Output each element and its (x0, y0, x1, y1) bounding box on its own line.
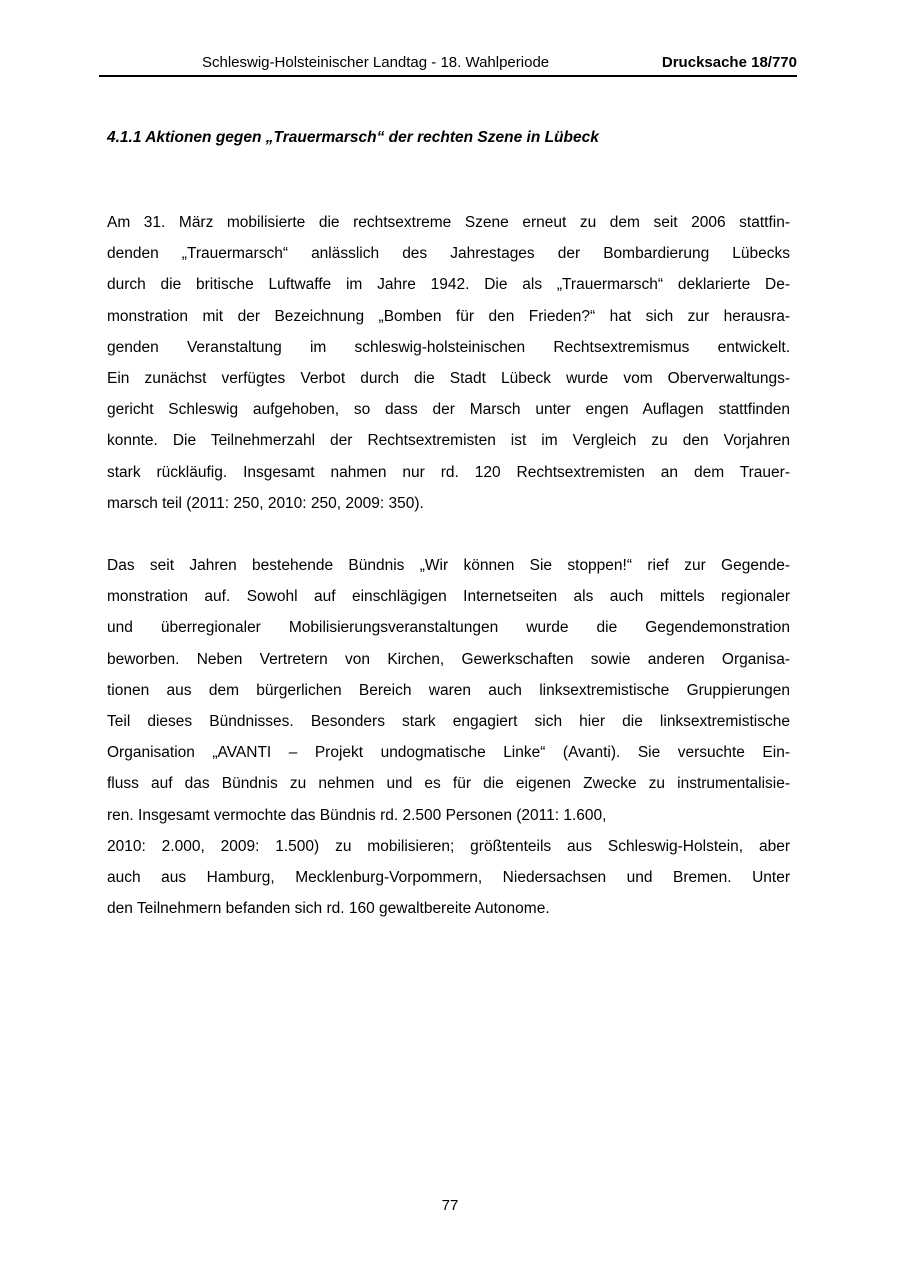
section-heading: 4.1.1 Aktionen gegen „Trauermarsch“ der rechten Szene in Lübeck (107, 129, 599, 146)
text-line: Teil dieses Bündnisses. Besonders stark engagiert sich hier die linksextremistische (107, 713, 790, 731)
text-line: beworben. Neben Vertretern von Kirchen, Gewerkschaften sowie anderen Organisa- (107, 650, 790, 668)
text-line: und überregionaler Mobilisierungsveranstaltungen wurde die Gegendemonstration (107, 619, 790, 637)
text-line: Am 31. März mobilisierte die rechtsextreme Szene erneut zu dem seit 2006 stattfin- (107, 214, 790, 231)
paragraph (107, 207, 790, 519)
page-number: 77 (441, 1197, 459, 1214)
text-line: genden Veranstaltung im schleswig-holsteinischen Rechtsextremismus entwickelt. (107, 338, 790, 356)
text-line: durch die britische Luftwaffe im Jahre 1942. Die als „Trauermarsch“ deklarierte De- (107, 276, 790, 294)
paragraph (107, 550, 790, 831)
page-header (99, 53, 797, 72)
text-line: denden „Trauermarsch“ anlässlich des Jahrestages der Bombardierung Lübecks (107, 245, 790, 263)
text-line: tionen aus dem bürgerlichen Bereich waren auch linksextremistische Gruppierungen (107, 681, 790, 699)
text-line: 2010: 2.000, 2009: 1.500) zu mobilisieren; größtenteils aus Schleswig-Holstein, aber (107, 837, 790, 855)
body-text (107, 207, 790, 924)
text-line: ren. Insgesamt vermochte das Bündnis rd. 2.500 Personen (2011: 1.600, (107, 806, 607, 824)
header-title: Schleswig-Holsteinischer Landtag - 18. Wahlperiode (202, 54, 550, 71)
text-line: den Teilnehmern befanden sich rd. 160 gewaltbereite Autonome. (107, 900, 550, 918)
text-line: Das seit Jahren bestehende Bündnis „Wir können Sie stoppen!“ rief zur Gegende- (107, 557, 790, 575)
text-line: Organisation „AVANTI – Projekt undogmatische Linke“ (Avanti). Sie versuchte Ein- (107, 744, 790, 762)
text-line: marsch teil (2011: 250, 2010: 250, 2009: 350). (107, 494, 424, 512)
text-line: konnte. Die Teilnehmerzahl der Rechtsextremisten ist im Vergleich zu den Vorjahren (107, 432, 790, 450)
text-line: gericht Schleswig aufgehoben, so dass der Marsch unter engen Auflagen stattfinden (107, 401, 790, 419)
text-line: stark rückläufig. Insgesamt nahmen nur rd. 120 Rechtsextremisten an dem Trauer- (107, 463, 790, 481)
text-line: auch aus Hamburg, Mecklenburg-Vorpommern, Niedersachsen und Bremen. Unter (107, 869, 790, 887)
header-doc-number: Drucksache 18/770 (661, 54, 797, 71)
text-line: monstration auf. Sowohl auf einschlägigen Internetseiten als auch mittels regionaler (107, 588, 790, 606)
page-footer (0, 1197, 900, 1214)
text-line: fluss auf das Bündnis zu nehmen und es für die eigenen Zwecke zu instrumentalisie- (107, 775, 790, 793)
paragraph (107, 831, 790, 925)
header-rule (99, 75, 797, 77)
text-line: Ein zunächst verfügtes Verbot durch die Stadt Lübeck wurde vom Oberverwaltungs- (107, 370, 790, 388)
text-line: monstration mit der Bezeichnung „Bomben für den Frieden?“ hat sich zur herausra- (107, 307, 790, 325)
